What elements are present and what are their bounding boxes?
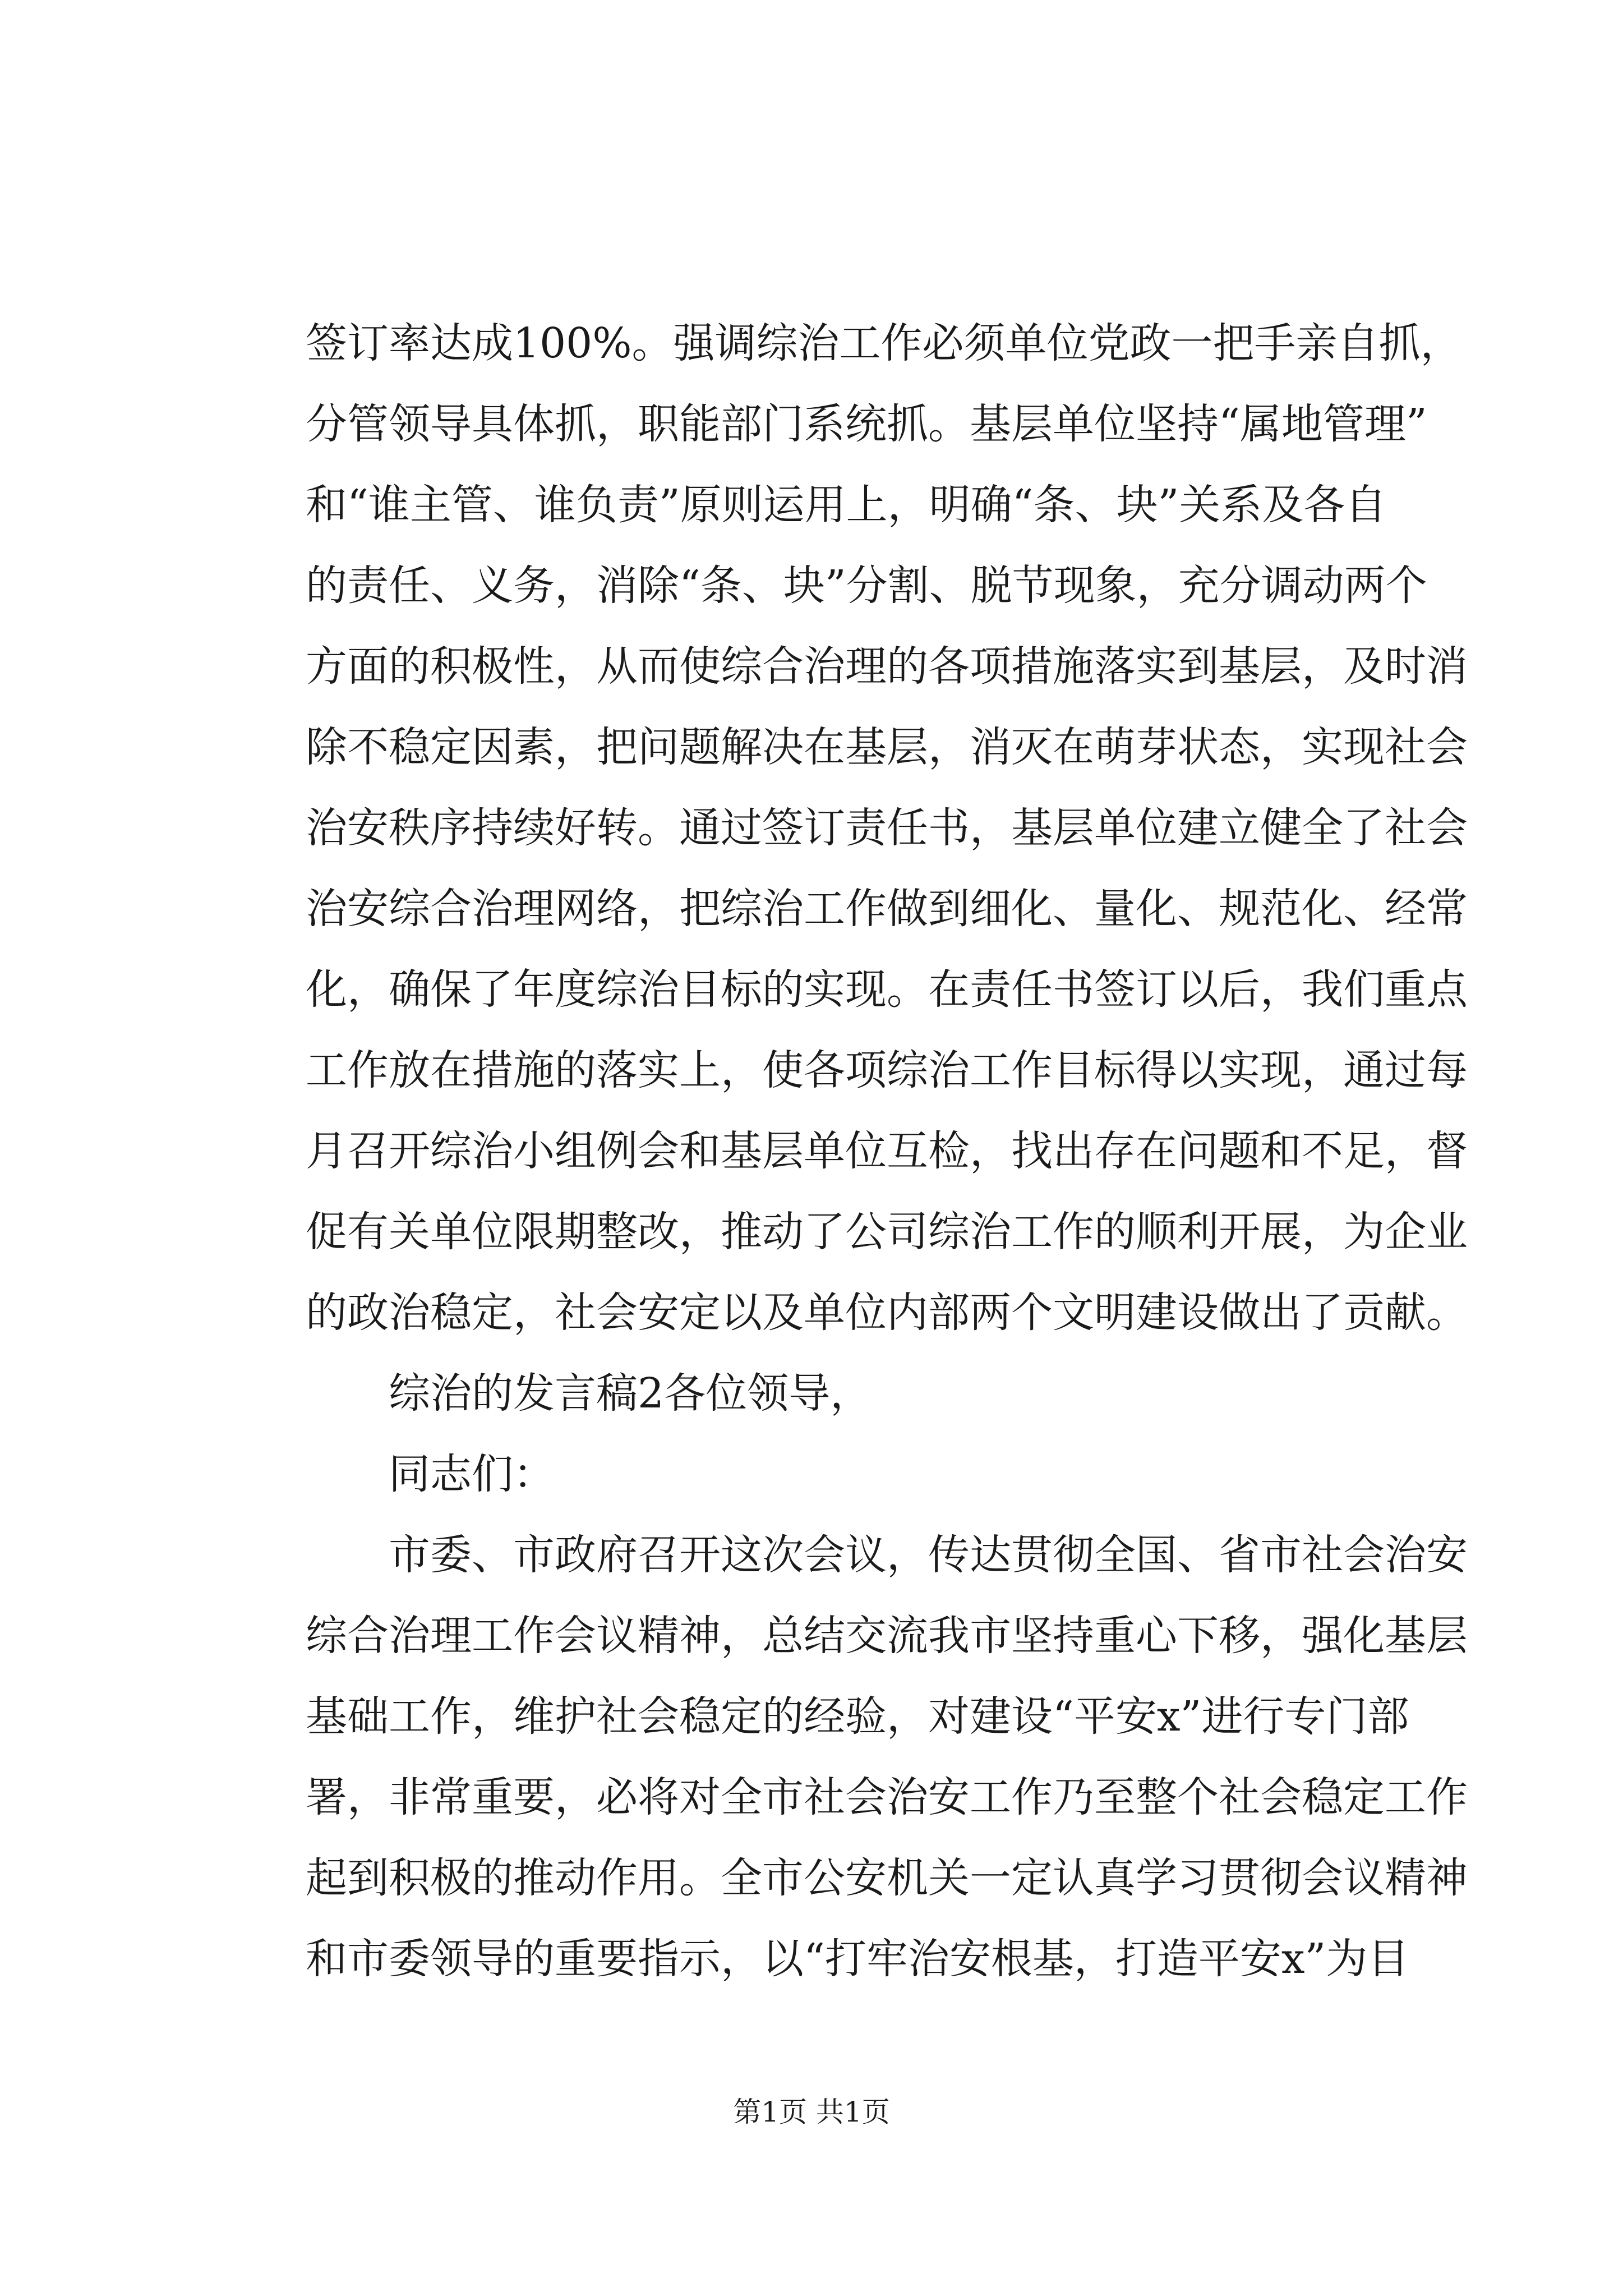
text-line: 化，确保了年度综治目标的实现。在责任书签订以后，我们重点: [306, 965, 1468, 1014]
text-line: 的责任、义务，消除“条、块”分割、脱节现象，充分调动两个: [306, 562, 1427, 610]
text-line: 分管领导具体抓，职能部门系统抓。基层单位坚持“属地管理”: [306, 400, 1427, 448]
text-line: 方面的积极性，从而使综合治理的各项措施落实到基层，及时消: [306, 642, 1468, 691]
text-line: 除不稳定因素，把问题解决在基层，消灭在萌芽状态，实现社会: [306, 723, 1468, 771]
text-line: 工作放在措施的落实上，使各项综治工作目标得以实现，通过每: [306, 1046, 1468, 1094]
text-line: 治安秩序持续好转。通过签订责任书，基层单位建立健全了社会: [306, 804, 1468, 852]
text-line: 市委、市政府召开这次会议，传达贯彻全国、省市社会治安: [389, 1531, 1468, 1579]
page-number-footer: 第1页 共1页: [733, 2096, 890, 2128]
text-line: 的政治稳定，社会安定以及单位内部两个文明建设做出了贡献。: [306, 1289, 1468, 1337]
section-heading: 综治的发言稿2各位领导，: [389, 1369, 872, 1418]
text-line: 促有关单位限期整改，推动了公司综治工作的顺利开展，为企业: [306, 1208, 1468, 1256]
text-line: 综合治理工作会议精神，总结交流我市坚持重心下移，强化基层: [306, 1612, 1468, 1660]
text-line: 和市委领导的重要指示，以“打牢治安根基，打造平安x”为目: [306, 1935, 1409, 1983]
text-line: 和“谁主管、谁负责”原则运用上，明确“条、块”关系及各自: [306, 481, 1387, 529]
document-body: [306, 303, 1468, 1999]
text-line: 治安综合治理网络，把综治工作做到细化、量化、规范化、经常: [306, 885, 1468, 933]
text-line: 签订率达成100%。强调综治工作必须单位党政一把手亲自抓，: [306, 319, 1462, 367]
text-line: 基础工作，维护社会稳定的经验，对建设“平安x”进行专门部: [306, 1692, 1409, 1741]
salutation: 同志们：: [389, 1450, 555, 1498]
text-line: 起到积极的推动作用。全市公安机关一定认真学习贯彻会议精神: [306, 1854, 1468, 1902]
text-line: 署，非常重要，必将对全市社会治安工作乃至整个社会稳定工作: [306, 1773, 1468, 1821]
text-line: 月召开综治小组例会和基层单位互检，找出存在问题和不足，督: [306, 1127, 1468, 1175]
